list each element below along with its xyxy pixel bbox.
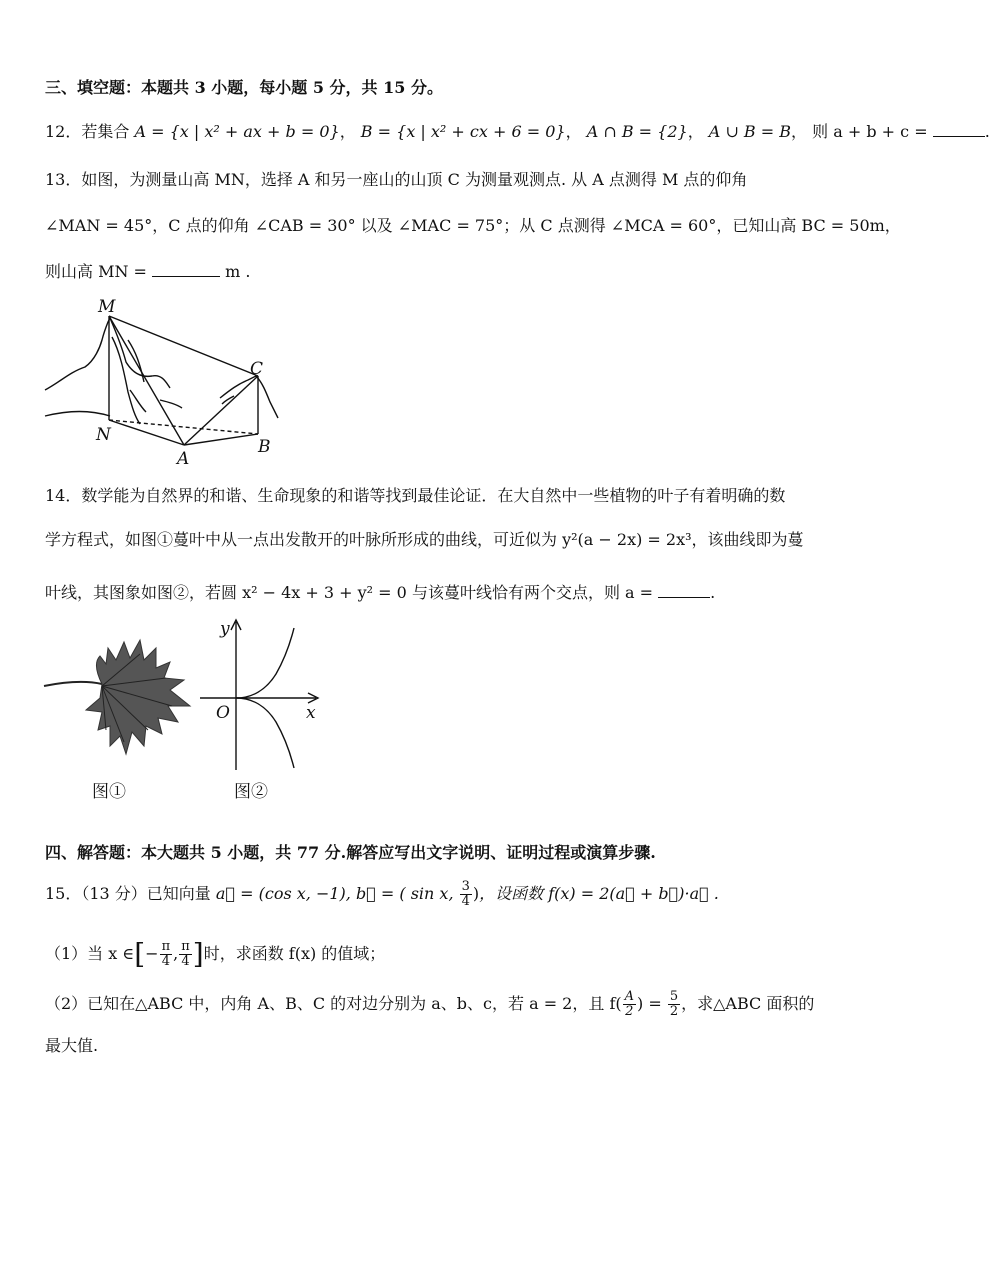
q15-part-1-left-bound: $\frac{\pi}{4}$	[161, 939, 171, 969]
x-axis-label: x	[306, 703, 316, 723]
q15-part-2-fraction-5-2: $\frac{5}{2}$	[669, 989, 679, 1019]
question-15	[45, 880, 719, 909]
leaf-blade	[86, 640, 190, 754]
q15-vector-b-close: )	[472, 884, 480, 903]
q12-set-b: B = {x | x² + cx + 6 = 0}	[360, 122, 566, 141]
q12-set-a: A = {x | x² + ax + b = 0}	[134, 122, 340, 141]
y-axis-label: y	[220, 619, 230, 639]
section-3-heading: 三、填空题：本题共 3 小题，每小题 5 分，共 15 分。	[45, 78, 443, 97]
label-A: A	[177, 449, 190, 469]
q15-part-2-equals: ) =	[637, 994, 662, 1013]
leaf-stem	[44, 682, 102, 686]
q13-answer-blank[interactable]	[152, 262, 220, 277]
q14-answer-blank[interactable]	[658, 583, 710, 598]
q15-part-2	[45, 990, 814, 1019]
q15-part-1-right-bound: $\frac{\pi}{4}$	[181, 939, 190, 969]
q13-line-3	[45, 262, 251, 282]
cissoid-lower-branch	[236, 698, 294, 768]
q15-number: 15．（13 分）已知向量	[45, 884, 211, 903]
q14-ask: 叶线，其图象如图②，若圆 x² − 4x + 3 + y² = 0 与该蔓叶线恰有两个交点，则 a =	[45, 583, 654, 602]
q12-end: .	[984, 122, 990, 141]
mountain-figure	[40, 292, 290, 472]
label-M: M	[98, 297, 116, 317]
ground-line	[45, 412, 110, 417]
q14-line-2: 学方程式，如图①蔓叶中从一点出发散开的叶脉所形成的曲线，可近似为 y²(a − 2x) = 2x³，该曲线即为蔓	[45, 530, 804, 549]
left-mountain-outline	[45, 318, 170, 390]
q15-vector-b-prefix: , b⃗ = ( sin x,	[345, 884, 454, 903]
q15-function: ，设函数 f(x) = 2(a⃗ + b⃗)·a⃗ .	[479, 884, 719, 903]
q13-line-2: ∠MAN = 45°，C 点的仰角 ∠CAB = 30° 以及 ∠MAC = 75°；从 C 点测得 ∠MCA = 60°，已知山高 BC = 50m，	[45, 216, 901, 235]
label-B: B	[258, 437, 271, 457]
q15-part-1-text: 时，求函数 f(x) 的值域；	[203, 944, 386, 963]
q15-part-2-fraction-a-2: $\frac{A}{2}$	[624, 989, 635, 1019]
q14-end: .	[710, 583, 716, 602]
question-12: 12．若集合 A = {x | x² + ax + b = 0}， B = {x | x² + cx + 6 = 0}， A ∩ B = {2}， A ∪ B = B， 则 a + b + c = .	[45, 122, 990, 141]
q12-condition-union: A ∪ B = B	[708, 122, 792, 141]
q12-answer-blank[interactable]	[933, 122, 985, 137]
section-4-heading: 四、解答题：本大题共 5 小题，共 77 分.解答应写出文字说明、证明过程或演算步骤.	[45, 843, 656, 862]
cissoid-upper-branch	[236, 628, 294, 698]
figure-2-caption: 图②	[234, 782, 268, 802]
q15-part-2-prefix: （2）已知在△ABC 中，内角 A、B、C 的对边分别为 a、b、c，若 a = 2，且 f(	[45, 994, 622, 1013]
origin-label: O	[216, 703, 230, 723]
q15-part-1: （1）当 x ∈[− $\frac{\pi}{4}$ , $\frac{\pi}{4}$ ]时，求函数 f(x) 的值域；	[45, 937, 386, 971]
cissoid-graph	[196, 614, 326, 770]
q15-part-2-ask: ，求△ABC 面积的	[681, 994, 815, 1013]
figure-1-caption: 图①	[92, 782, 126, 802]
q12-ask: 则 a + b + c =	[812, 122, 928, 141]
label-C: C	[250, 359, 264, 379]
label-N: N	[96, 425, 111, 445]
q12-number: 12．若集合	[45, 122, 130, 141]
q14-line-1: 14．数学能为自然界的和谐、生命现象的和谐等找到最佳论证．在大自然中一些植物的叶子有着明确的数	[45, 486, 786, 505]
q15-part-2-line-2: 最大值.	[45, 1036, 99, 1055]
right-mountain-outline	[220, 376, 278, 418]
q15-fraction-3-4: $\frac{3}{4}$	[461, 879, 470, 909]
q13-ask: 则山高 MN =	[45, 262, 147, 281]
leaf-figure	[44, 634, 192, 758]
q13-line-1: 13．如图，为测量山高 MN，选择 A 和另一座山的山顶 C 为测量观测点. 从 A 点测得 M 点的仰角	[45, 170, 748, 189]
q13-unit: m .	[225, 262, 251, 281]
q15-vector-a: a⃗ = (cos x, −1)	[215, 884, 346, 903]
q12-condition-intersection: A ∩ B = {2}	[586, 122, 688, 141]
q15-part-1-prefix: （1）当 x ∈	[45, 944, 135, 963]
q14-line-3	[45, 583, 715, 603]
